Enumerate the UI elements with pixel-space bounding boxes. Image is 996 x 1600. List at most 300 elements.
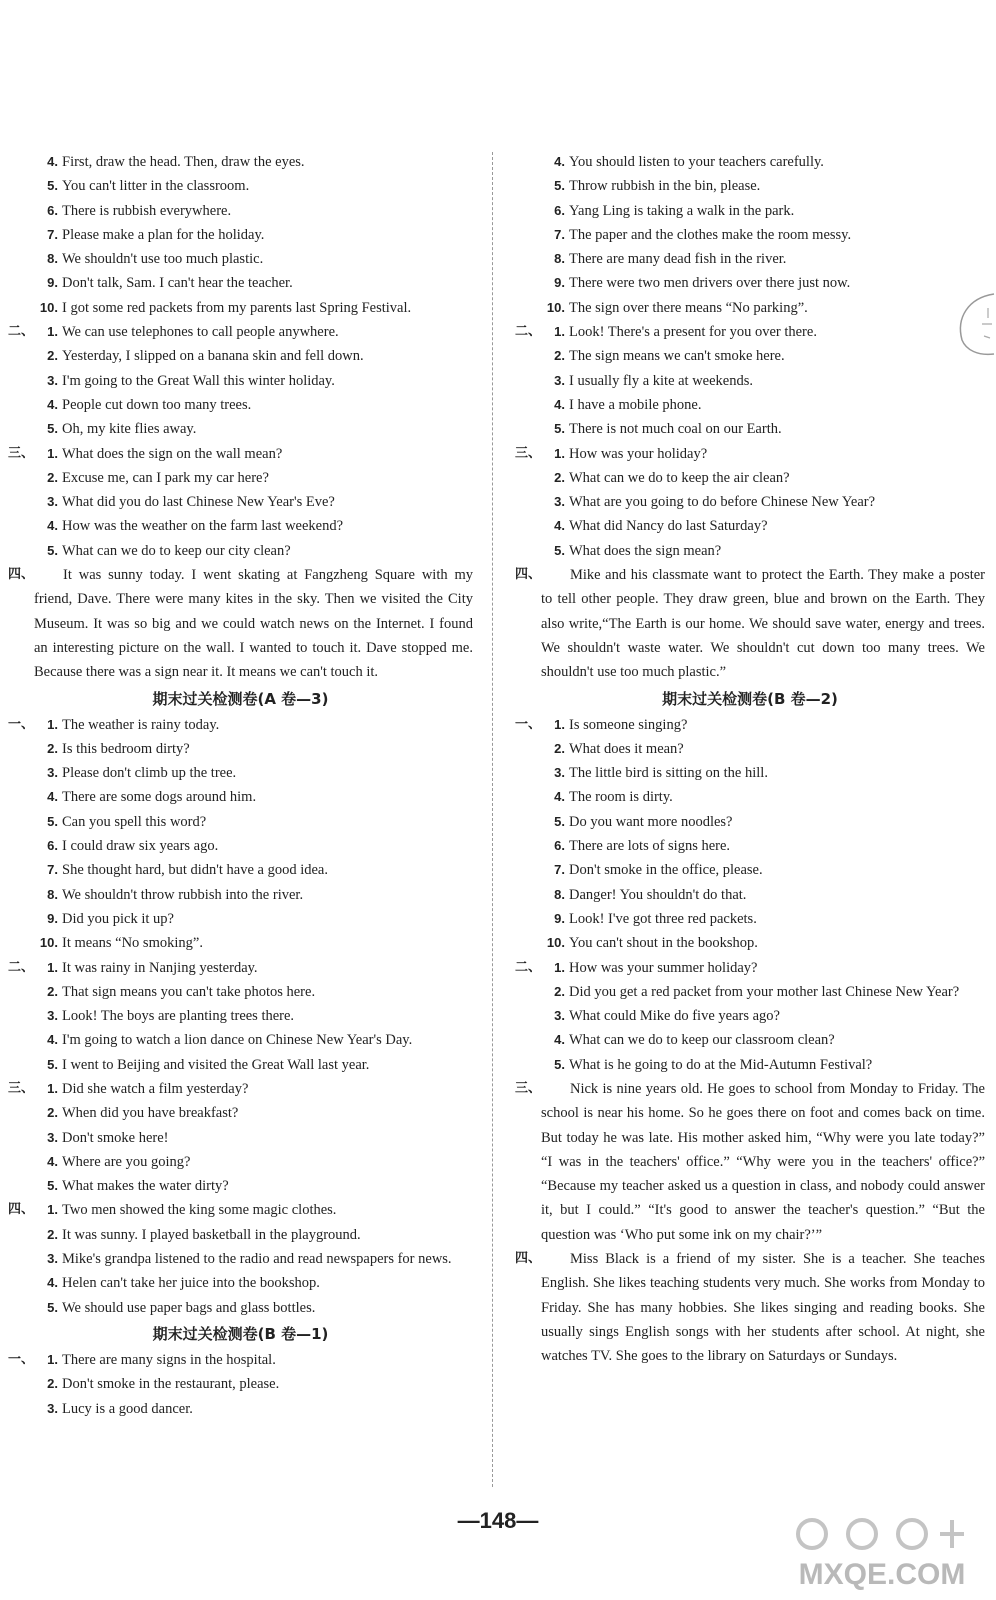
item-number: 7. xyxy=(554,226,565,242)
item-number: 7. xyxy=(554,862,565,878)
answer-text: Did you pick it up? xyxy=(62,910,174,927)
answer-line xyxy=(8,1271,473,1295)
answer-text: Mike's grandpa listened to the radio and read newspapers for news. xyxy=(62,1251,452,1268)
answer-paragraph xyxy=(8,563,473,684)
answer-line xyxy=(8,296,473,320)
answer-text: I'm going to watch a lion dance on Chinese New Year's Day. xyxy=(62,1032,413,1049)
item-number: 3. xyxy=(554,494,565,510)
answer-line xyxy=(515,761,985,785)
section-marker xyxy=(515,199,541,223)
item-number: 2. xyxy=(47,1226,58,1242)
page-number: —148— xyxy=(457,1508,539,1533)
answer-line xyxy=(8,810,473,834)
answer-text: It means “No smoking”. xyxy=(62,935,203,952)
item-number: 5. xyxy=(554,178,565,194)
answer-line xyxy=(8,956,473,980)
answer-line xyxy=(8,713,473,737)
section-marker xyxy=(515,761,541,785)
answer-text: Mike and his classmate want to protect the Earth. They make a poster to tell other people. They draw green, blue and brown on the Earth. They also write,“The Earth is our home. We should save water, energy and trees. We shouldn't waste water. We shouldn't cut down too many trees. We shouldn't use too much plastic.” xyxy=(541,567,985,681)
answer-text: Oh, my kite flies away. xyxy=(62,421,197,438)
item-number: 2. xyxy=(47,469,58,485)
section-marker xyxy=(515,1053,541,1077)
section-marker xyxy=(8,1101,34,1125)
item-number: 2. xyxy=(554,348,565,364)
item-number: 1. xyxy=(47,959,58,975)
answer-text: There is rubbish everywhere. xyxy=(62,202,232,219)
answer-line xyxy=(515,834,985,858)
answer-text: Look! There's a present for you over there. xyxy=(569,324,817,341)
item-number: 2. xyxy=(47,1376,58,1392)
section-title: 期末过关检测卷(A 卷—3) xyxy=(152,689,329,708)
section-marker xyxy=(515,883,541,907)
item-number: 1. xyxy=(47,716,58,732)
answer-line xyxy=(515,442,985,466)
section-marker xyxy=(8,761,34,785)
answer-line xyxy=(515,271,985,295)
item-number: 4. xyxy=(554,1032,565,1048)
item-number: 3. xyxy=(47,1400,58,1416)
answer-text: Nick is nine years old. He goes to school from Monday to Friday. The school is near his home. So he goes there on foot and comes back on time. But today he was late. His mother asked him, “Why were you late today?” “I was in the teachers' office.” “Why were you in the teachers' office?” “Because my teacher asked us a question in class, and nobody could answer it, but I could.” “It's good to answer the teacher's question.” “But the question was ‘Who put some ink on my chair?’” xyxy=(541,1080,985,1243)
item-number: 4. xyxy=(47,518,58,534)
section-marker xyxy=(8,834,34,858)
item-number: 10. xyxy=(546,299,565,315)
item-number: 4. xyxy=(47,1153,58,1169)
item-number: 3. xyxy=(47,765,58,781)
section-marker xyxy=(515,296,541,320)
right-column xyxy=(515,150,985,1369)
answer-line xyxy=(8,858,473,882)
item-number: 3. xyxy=(554,765,565,781)
item-number: 4. xyxy=(47,789,58,805)
answer-text: What can we do to keep our city clean? xyxy=(62,542,291,559)
section-marker xyxy=(8,1174,34,1198)
section-marker: 四、 xyxy=(515,1251,542,1267)
section-marker: 二、 xyxy=(8,324,35,340)
section-marker: 四、 xyxy=(8,1202,35,1218)
section-marker xyxy=(515,1028,541,1052)
item-number: 5. xyxy=(47,1056,58,1072)
item-number: 8. xyxy=(47,886,58,902)
answer-line xyxy=(515,737,985,761)
section-marker xyxy=(8,271,34,295)
section-marker xyxy=(8,907,34,931)
answer-text: What can we do to keep the air clean? xyxy=(569,469,790,486)
item-number: 6. xyxy=(47,202,58,218)
item-number: 6. xyxy=(47,838,58,854)
item-number: 9. xyxy=(47,275,58,291)
item-number: 1. xyxy=(554,716,565,732)
answer-text: How was the weather on the farm last weekend? xyxy=(62,518,344,535)
answer-text: Danger! You shouldn't do that. xyxy=(569,886,747,903)
answer-text: There are lots of signs here. xyxy=(569,838,731,855)
item-number: 5. xyxy=(47,1178,58,1194)
answer-text: I went to Beijing and visited the Great Wall last year. xyxy=(62,1056,370,1073)
answer-text: There are many dead fish in the river. xyxy=(569,251,787,268)
section-marker xyxy=(515,174,541,198)
item-number: 2. xyxy=(47,1105,58,1121)
answer-text: The sign over there means “No parking”. xyxy=(569,299,808,316)
answer-text: Look! I've got three red packets. xyxy=(569,910,757,927)
answer-line xyxy=(515,1028,985,1052)
section-marker: 四、 xyxy=(515,567,542,583)
answer-text: There are some dogs around him. xyxy=(62,789,257,806)
item-number: 10. xyxy=(39,299,58,315)
section-marker xyxy=(515,247,541,271)
section-marker: 三、 xyxy=(515,445,542,461)
section-marker xyxy=(8,1271,34,1295)
section-marker: 一、 xyxy=(515,716,542,732)
item-number: 8. xyxy=(554,886,565,902)
answer-line xyxy=(8,785,473,809)
answer-line xyxy=(515,539,985,563)
section-marker xyxy=(8,1004,34,1028)
item-number: 4. xyxy=(554,518,565,534)
answer-line xyxy=(8,466,473,490)
section-marker: 二、 xyxy=(515,959,542,975)
answer-text: I'm going to the Great Wall this winter holiday. xyxy=(62,372,335,389)
answer-text: What makes the water dirty? xyxy=(62,1178,229,1195)
answer-text: How was your summer holiday? xyxy=(569,959,758,976)
answer-line xyxy=(515,199,985,223)
section-marker xyxy=(515,785,541,809)
item-number: 4. xyxy=(47,1032,58,1048)
answer-text: First, draw the head. Then, draw the eyes. xyxy=(62,154,305,170)
section-marker: 三、 xyxy=(8,445,35,461)
answer-text: Lucy is a good dancer. xyxy=(62,1400,193,1417)
answer-line xyxy=(8,1004,473,1028)
answer-line xyxy=(8,1198,473,1222)
answer-line xyxy=(515,1053,985,1077)
answer-text: It was sunny. I played basketball in the playground. xyxy=(62,1226,361,1243)
item-number: 6. xyxy=(554,838,565,854)
answer-line xyxy=(515,393,985,417)
item-number: 3. xyxy=(47,1251,58,1267)
item-number: 1. xyxy=(47,1351,58,1367)
section-marker xyxy=(8,417,34,441)
section-marker xyxy=(8,1372,34,1396)
item-number: 5. xyxy=(554,421,565,437)
answer-line xyxy=(8,1223,473,1247)
answer-line xyxy=(515,150,985,174)
section-marker: 一、 xyxy=(8,716,35,732)
answer-text: What is he going to do at the Mid-Autumn Festival? xyxy=(569,1056,873,1073)
answer-text: What did you do last Chinese New Year's Eve? xyxy=(62,494,335,511)
answer-line xyxy=(8,1101,473,1125)
answer-line xyxy=(515,174,985,198)
section-marker xyxy=(8,296,34,320)
item-number: 2. xyxy=(554,983,565,999)
item-number: 3. xyxy=(554,1008,565,1024)
section-marker xyxy=(8,247,34,271)
answer-text: There is not much coal on our Earth. xyxy=(569,421,782,438)
answer-line xyxy=(515,907,985,931)
answer-line xyxy=(8,761,473,785)
answer-paragraph xyxy=(515,1247,985,1368)
answer-line xyxy=(515,956,985,980)
item-number: 2. xyxy=(47,740,58,756)
answer-text: We should use paper bags and glass bottles. xyxy=(62,1299,316,1316)
answer-text: People cut down too many trees. xyxy=(62,396,252,413)
answer-text: Look! The boys are planting trees there. xyxy=(62,1008,295,1025)
answer-text: The weather is rainy today. xyxy=(62,716,220,733)
answer-line xyxy=(8,514,473,538)
answer-line xyxy=(515,490,985,514)
item-number: 4. xyxy=(47,1275,58,1291)
answer-text: Miss Black is a friend of my sister. She is a teacher. She teaches English. She likes teaching students very much. She works from Monday to Friday. She has many hobbies. She likes singing and reading books. She usually sings English songs with her students after school. At night, she watches TV. She goes to the library on Saturdays or Sundays. xyxy=(541,1251,985,1365)
answer-text: How was your holiday? xyxy=(569,445,708,462)
item-number: 6. xyxy=(554,202,565,218)
section-marker xyxy=(8,1223,34,1247)
section-marker: 二、 xyxy=(8,959,35,975)
item-number: 3. xyxy=(554,372,565,388)
answer-text: Throw rubbish in the bin, please. xyxy=(569,178,761,195)
answer-paragraph xyxy=(515,1077,985,1247)
item-number: 9. xyxy=(554,275,565,291)
answer-text: What can we do to keep our classroom clean? xyxy=(569,1032,835,1049)
section-marker: 二、 xyxy=(515,324,542,340)
answer-text: The paper and the clothes make the room messy. xyxy=(569,226,852,243)
section-marker xyxy=(515,1004,541,1028)
item-number: 1. xyxy=(554,445,565,461)
section-marker xyxy=(515,369,541,393)
answer-text: Two men showed the king some magic clothes. xyxy=(62,1202,337,1219)
section-marker xyxy=(8,174,34,198)
answer-line xyxy=(8,1397,473,1421)
item-number: 1. xyxy=(47,1202,58,1218)
answer-text: I could draw six years ago. xyxy=(62,838,219,855)
item-number: 5. xyxy=(47,1299,58,1315)
answer-line xyxy=(8,393,473,417)
item-number: 10. xyxy=(39,935,58,951)
section-marker xyxy=(8,785,34,809)
answer-line xyxy=(8,320,473,344)
section-marker: 一、 xyxy=(8,1351,35,1367)
answer-line xyxy=(8,1053,473,1077)
item-number: 3. xyxy=(47,1129,58,1145)
answer-line xyxy=(515,296,985,320)
answer-text: We can use telephones to call people anywhere. xyxy=(62,324,339,341)
answer-paragraph xyxy=(515,563,985,684)
watermark-text: MXQE.COM xyxy=(798,1558,966,1591)
answer-text: Yesterday, I slipped on a banana skin and fell down. xyxy=(62,348,364,365)
section-marker xyxy=(8,539,34,563)
section-marker xyxy=(515,344,541,368)
answer-text: I got some red packets from my parents last Spring Festival. xyxy=(62,299,412,316)
section-marker xyxy=(8,1397,34,1421)
section-marker xyxy=(515,980,541,1004)
answer-line xyxy=(515,1004,985,1028)
item-number: 5. xyxy=(47,178,58,194)
item-number: 5. xyxy=(554,813,565,829)
answer-text: What could Mike do five years ago? xyxy=(569,1008,780,1025)
answer-text: The little bird is sitting on the hill. xyxy=(569,765,768,782)
answer-text: Yang Ling is taking a walk in the park. xyxy=(569,202,795,219)
answer-line xyxy=(515,785,985,809)
answer-text: That sign means you can't take photos here. xyxy=(62,983,316,1000)
answer-text: Don't smoke in the office, please. xyxy=(569,862,763,879)
section-marker xyxy=(8,199,34,223)
item-number: 2. xyxy=(47,983,58,999)
item-number: 3. xyxy=(47,372,58,388)
answer-line xyxy=(8,150,473,174)
answer-text: Do you want more noodles? xyxy=(569,813,733,830)
item-number: 1. xyxy=(554,324,565,340)
answer-text: I have a mobile phone. xyxy=(569,396,702,413)
section-marker xyxy=(515,858,541,882)
section-marker: 三、 xyxy=(515,1080,542,1096)
item-number: 8. xyxy=(554,251,565,267)
item-number: 5. xyxy=(47,421,58,437)
side-stamp-icon xyxy=(948,288,996,360)
left-column xyxy=(8,150,473,1421)
section-marker xyxy=(8,810,34,834)
answer-line xyxy=(8,737,473,761)
section-title: 期末过关检测卷(B 卷—2) xyxy=(662,689,838,708)
answer-line xyxy=(8,1028,473,1052)
section-marker xyxy=(515,737,541,761)
answer-line xyxy=(515,466,985,490)
item-number: 1. xyxy=(47,1080,58,1096)
answer-text: What did Nancy do last Saturday? xyxy=(569,518,768,535)
section-marker xyxy=(8,490,34,514)
answer-text: Where are you going? xyxy=(62,1153,191,1170)
answer-text: Can you spell this word? xyxy=(62,813,207,830)
item-number: 4. xyxy=(47,396,58,412)
answer-text: Please make a plan for the holiday. xyxy=(62,226,265,243)
item-number: 5. xyxy=(47,813,58,829)
item-number: 3. xyxy=(47,1008,58,1024)
answer-line xyxy=(515,883,985,907)
section-marker: 四、 xyxy=(8,567,35,583)
section-marker xyxy=(8,466,34,490)
section-marker xyxy=(8,223,34,247)
section-marker xyxy=(515,150,541,174)
section-marker xyxy=(8,369,34,393)
answer-line xyxy=(515,713,985,737)
section-marker xyxy=(515,907,541,931)
section-marker xyxy=(515,271,541,295)
answer-text: Helen can't take her juice into the bookshop. xyxy=(62,1275,320,1292)
section-marker xyxy=(8,514,34,538)
answer-text: What are you going to do before Chinese New Year? xyxy=(569,494,876,511)
section-marker xyxy=(8,344,34,368)
section-marker xyxy=(8,737,34,761)
item-number: 7. xyxy=(47,862,58,878)
answer-text: It was sunny today. I went skating at Fangzheng Square with my friend, Dave. There were many kites in the sky. Then we visited the City Museum. It was so big and we could watch news on the Internet. I found an interesting picture on the wall. I wanted to touch it. Dave stopped me. Because there was a sign near it. It means we can't touch it. xyxy=(34,567,473,681)
answer-text: You can't shout in the bookshop. xyxy=(569,935,758,952)
answer-text: Don't smoke here! xyxy=(62,1129,169,1146)
item-number: 2. xyxy=(554,469,565,485)
answer-text: There were two men drivers over there just now. xyxy=(569,275,851,292)
answer-line xyxy=(515,417,985,441)
item-number: 3. xyxy=(47,494,58,510)
section-marker xyxy=(8,883,34,907)
answer-line xyxy=(8,907,473,931)
item-number: 8. xyxy=(47,251,58,267)
answer-line xyxy=(8,344,473,368)
answer-line xyxy=(8,1126,473,1150)
section-marker xyxy=(515,539,541,563)
answer-text: What does the sign on the wall mean? xyxy=(62,445,283,462)
answer-line xyxy=(8,1372,473,1396)
answer-line xyxy=(8,1077,473,1101)
section-marker xyxy=(8,150,34,174)
answer-line xyxy=(515,980,985,1004)
answer-text: We shouldn't use too much plastic. xyxy=(62,251,264,268)
answer-text: The room is dirty. xyxy=(569,789,673,806)
answer-line xyxy=(8,271,473,295)
section-marker xyxy=(8,931,34,955)
item-number: 2. xyxy=(554,740,565,756)
answer-line xyxy=(8,1247,473,1271)
answer-line xyxy=(515,320,985,344)
answer-line xyxy=(8,1348,473,1372)
column-divider xyxy=(492,152,493,1487)
section-marker xyxy=(515,834,541,858)
answer-line xyxy=(515,514,985,538)
item-number: 9. xyxy=(47,910,58,926)
answer-line xyxy=(8,223,473,247)
section-title: 期末过关检测卷(B 卷—1) xyxy=(152,1324,329,1343)
item-number: 4. xyxy=(47,154,58,169)
item-number: 1. xyxy=(47,324,58,340)
item-number: 10. xyxy=(546,935,565,951)
answer-line xyxy=(515,369,985,393)
item-number: 4. xyxy=(554,789,565,805)
section-marker xyxy=(515,417,541,441)
answer-line xyxy=(8,417,473,441)
answer-text: Is someone singing? xyxy=(569,716,688,733)
answer-text: What does it mean? xyxy=(569,740,684,757)
item-number: 4. xyxy=(554,154,565,169)
answer-line xyxy=(515,247,985,271)
answer-text: There are many signs in the hospital. xyxy=(62,1351,276,1368)
item-number: 1. xyxy=(554,959,565,975)
answer-text: Did you get a red packet from your mother last Chinese New Year? xyxy=(569,983,960,1000)
answer-line xyxy=(8,490,473,514)
answer-text: You should listen to your teachers carefully. xyxy=(569,154,824,170)
item-number: 5. xyxy=(554,542,565,558)
section-marker: 三、 xyxy=(8,1080,35,1096)
answer-line xyxy=(8,442,473,466)
answer-text: We shouldn't throw rubbish into the river. xyxy=(62,886,304,903)
item-number: 4. xyxy=(554,396,565,412)
answer-line xyxy=(8,931,473,955)
section-marker xyxy=(8,858,34,882)
item-number: 7. xyxy=(47,226,58,242)
answer-line xyxy=(8,834,473,858)
answer-text: Did she watch a film yesterday? xyxy=(62,1080,249,1097)
answer-line xyxy=(8,883,473,907)
answer-line xyxy=(8,1296,473,1320)
answer-line xyxy=(8,1174,473,1198)
section-marker xyxy=(515,931,541,955)
section-marker xyxy=(8,1053,34,1077)
section-marker xyxy=(515,393,541,417)
section-marker xyxy=(8,980,34,1004)
section-marker xyxy=(515,514,541,538)
answer-text: Is this bedroom dirty? xyxy=(62,740,190,757)
answer-text: When did you have breakfast? xyxy=(62,1105,239,1122)
item-number: 9. xyxy=(554,910,565,926)
answer-text: What does the sign mean? xyxy=(569,542,722,559)
answer-text: I usually fly a kite at weekends. xyxy=(569,372,754,389)
answer-line xyxy=(8,199,473,223)
answer-text: You can't litter in the classroom. xyxy=(62,178,250,195)
item-number: 2. xyxy=(47,348,58,364)
section-marker xyxy=(515,223,541,247)
section-marker xyxy=(8,1028,34,1052)
